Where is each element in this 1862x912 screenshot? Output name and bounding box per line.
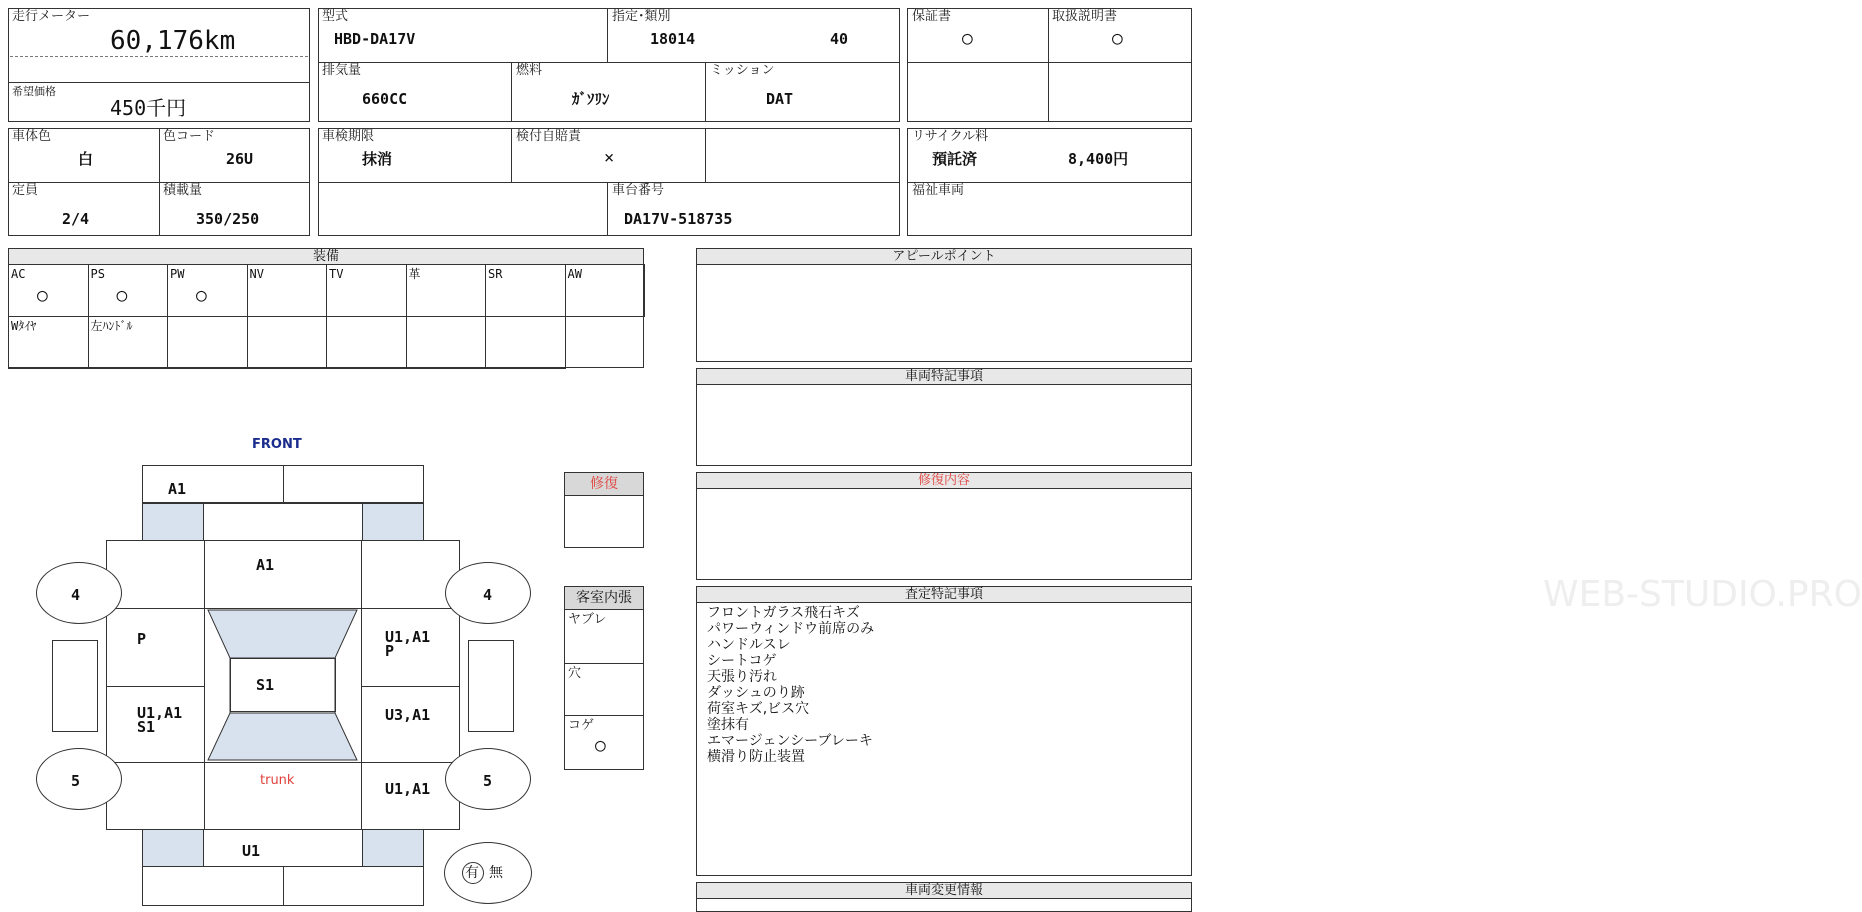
hood-mark: A1 [256,556,275,574]
repair-detail-title: 修復内容 [697,473,1191,489]
manual-mark: ○ [1112,28,1123,49]
capacity-label: 定員 [12,183,39,198]
front-label: FRONT [252,437,302,452]
interior-hole-label: 穴 [568,666,582,681]
equipment-cell [326,316,407,369]
designation-value2: 40 [830,30,849,48]
spare-tire [444,842,532,904]
color-code-value: 26U [226,150,254,168]
equipment-cell [406,316,487,369]
tire-front-left-value: 4 [71,586,81,604]
roof-mark: S1 [256,676,275,694]
assessment-item: 横滑り防止装置 [707,749,805,765]
assessment-item: ダッシュのり跡 [707,685,805,701]
equipment-cell [247,316,328,369]
equipment-cell-label: AC [11,267,26,281]
right-quarter-mark: U1,A1 [385,780,431,798]
right-front-fender-mark: U1,A1 P [385,628,431,660]
equipment-cell [565,264,646,317]
repair-title: 修復 [565,473,643,496]
price-value: 450千円 [110,96,187,120]
manual-label: 取扱説明書 [1052,9,1118,24]
docs-box [907,8,1192,122]
chassis-label: 車台番号 [612,183,665,198]
odometer-value: 60,176km [110,26,236,56]
repair-detail-panel [696,472,1192,580]
assessment-item: 荷室キズ,ビス穴 [707,701,810,717]
interior-burn-label: コゲ [568,718,595,733]
load-value: 350/250 [196,210,260,228]
designation-value1: 18014 [650,30,696,48]
insurance-value: × [604,148,615,168]
equipment-cell [167,316,248,369]
tire-rear-left-value: 5 [71,772,81,790]
interior-tear-label: ヤブレ [568,612,607,627]
equipment-cell [88,316,169,369]
equipment-cell [8,264,89,317]
change-info-title: 車両変更情報 [697,883,1191,899]
fuel-label: 燃料 [516,63,543,78]
spare-yes: 有 [465,865,479,881]
repair-box [564,472,644,548]
equipment-cell [247,264,328,317]
recycle-label: リサイクル料 [912,129,989,144]
equipment-cell [88,264,169,317]
roof [230,658,336,712]
equipment-cell [485,264,566,317]
left-door-mark: U1,A1 S1 [137,704,183,736]
assessment-item: パワーウィンドウ前席のみ [707,621,875,637]
warranty-label: 保証書 [912,9,952,24]
appeal-panel [696,248,1192,362]
designation-label: 指定･類別 [612,9,671,24]
change-info-panel [696,882,1192,912]
interior-burn-mark: ○ [595,735,606,756]
inspection-value: 抹消 [362,150,393,168]
inspection-label: 車検期限 [322,129,375,144]
vehicle-notes-title: 車両特記事項 [697,369,1191,385]
body-color-label: 車体色 [12,129,52,144]
spare-no: 無 [489,865,503,881]
equipment-cell-label: NV [249,267,264,281]
displacement-value: 660CC [362,90,408,108]
model-value: HBD-DA17V [334,30,416,48]
equipment-cell-mark: ○ [116,285,128,306]
insurance-label: 検付自賠責 [516,129,582,144]
interior-title: 客室内張 [565,587,643,610]
equipment-cell-label: TV [329,267,344,281]
fuel-value: ｶﾞｿﾘﾝ [572,90,610,108]
load-label: 積載量 [163,183,203,198]
assessment-item: エマージェンシーブレーキ [707,733,873,749]
assessment-title: 査定特記事項 [697,587,1191,603]
equipment-cell-label: PS [90,267,105,281]
color-code-label: 色コード [163,129,216,144]
assessment-item: 塗抹有 [707,717,749,733]
equipment-cell-label: SR [488,267,503,281]
assessment-list [707,605,874,765]
vehicle-notes-panel [696,368,1192,466]
front-bumper-mark: A1 [168,480,187,498]
mission-value: DAT [766,90,794,108]
equipment-cell [485,316,566,369]
chassis-value: DA17V-518735 [624,210,733,228]
body-color-value: 白 [78,150,94,168]
equipment-cell-mark: ○ [37,285,48,306]
equipment-cell [167,264,248,317]
left-front-fender-mark: P [137,630,147,648]
interior-box [564,586,644,770]
assessment-panel [696,574,1862,876]
tire-rear-right-value: 5 [483,772,493,790]
assessment-item: ハンドルスレ [707,637,791,653]
mission-label: ミッション [710,63,775,78]
equipment-cell [406,264,487,317]
equipment-cell [326,264,407,317]
displacement-label: 排気量 [322,63,362,78]
equipment-cell-label: 左ﾊﾝﾄﾞﾙ [90,319,133,333]
trunk-label: trunk [260,773,295,788]
welfare-label: 福祉車両 [912,183,965,198]
warranty-mark: ○ [962,28,973,49]
model-label: 型式 [322,9,349,24]
recycle-status: 預託済 [932,150,978,168]
rear-mark: U1 [242,842,261,860]
equipment-cell-mark: ○ [196,285,207,306]
appeal-title: アピールポイント [697,249,1191,265]
recycle-amount: 8,400円 [1068,150,1129,168]
equipment-cell-label: PW [170,267,185,281]
assessment-item: 天張り汚れ [707,669,777,685]
price-label: 希望価格 [12,85,56,98]
capacity-value: 2/4 [62,210,90,228]
equipment-cell-label: 革 [408,267,421,281]
watermark: WEB-STUDIO.PRO [1543,574,1862,615]
odometer-label: 走行メーター [12,9,91,24]
equipment-title: 装備 [9,249,643,265]
equipment-cell-label: Wﾀｲﾔ [11,319,37,333]
assessment-item: シートコゲ [707,653,777,669]
equipment-cell-label: AW [567,267,582,281]
tire-front-right-value: 4 [483,586,493,604]
equipment-cell [8,316,89,369]
right-door-mark: U3,A1 [385,706,431,724]
assessment-item: フロントガラス飛石キズ [707,605,860,621]
